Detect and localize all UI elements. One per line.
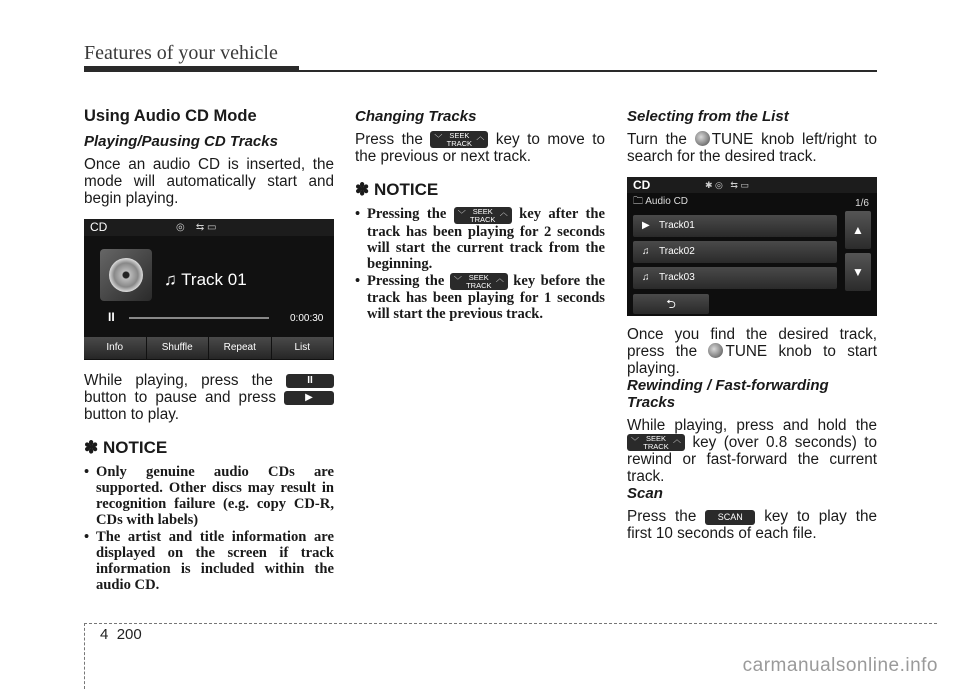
screen-page: 1/6 (855, 198, 869, 209)
tab-info: Info (84, 337, 147, 359)
list-item: ♫ Track03 (633, 267, 837, 289)
disc-icon (100, 249, 152, 301)
notice-list (84, 464, 334, 593)
screen-folder: Audio CD (645, 196, 689, 207)
scroll-up-icon: ▲ (845, 211, 871, 249)
play-key-icon: ▶ (284, 391, 334, 405)
tune-knob-icon (708, 343, 723, 358)
play-circle-icon: ▶ (642, 220, 650, 231)
music-note-icon: ♫ (642, 246, 650, 257)
cd-list-screen-image (627, 177, 877, 316)
screen-mode-label: CD (627, 177, 877, 193)
column-3 (627, 108, 877, 542)
paragraph-rewind: While playing, press and hold the ﹀ SEEK TRACK ︿ key (over 0.8 seconds) to rewind or fast-forward the current track. (627, 417, 877, 486)
section-heading: Using Audio CD Mode (84, 107, 257, 125)
notice-item: • The artist and title information are displayed on the screen if track information is included within the audio CD. (84, 529, 334, 593)
seek-track-key-icon: ﹀ SEEK TRACK ︿ (430, 131, 488, 148)
page-number: 4 200 (100, 626, 142, 643)
paragraph-changing: Press the ﹀ SEEK TRACK ︿ key to move to the previous or next track. (355, 131, 605, 166)
notice-list (355, 206, 605, 321)
header-title: Features of your vehicle (84, 42, 278, 64)
tab-list: List (272, 337, 335, 359)
tab-repeat: Repeat (209, 337, 272, 359)
notice-heading: ✽ NOTICE (355, 180, 439, 200)
scroll-down-icon: ▼ (845, 253, 871, 291)
paragraph-find-track: Once you find the desired track, press the TUNE knob to start playing. (627, 326, 878, 377)
paragraph-turn-knob: Turn the TUNE knob left/right to search for the desired track. (627, 131, 878, 165)
notice-heading: ✽ NOTICE (84, 438, 168, 457)
seek-track-key-icon: ﹀ SEEK TRACK ︿ (450, 273, 508, 290)
status-icons: ◎ ⇆ ▭ (176, 222, 217, 233)
notice-item: • Pressing the ﹀ SEEK TRACK ︿ key after the track has been playing for 2 seconds will start the current track from the beginning. (355, 206, 605, 271)
paragraph-insert: Once an audio CD is inserted, the mode will automatically start and begin playing. (84, 156, 334, 207)
back-icon: ⮌ (633, 294, 709, 314)
progress-bar (129, 317, 269, 319)
scan-key-icon: SCAN (705, 510, 755, 525)
subheading-playing-pausing: Playing/Pausing CD Tracks (84, 133, 278, 150)
pause-key-icon: II (286, 374, 334, 388)
subheading-selecting-list: Selecting from the List (627, 108, 789, 125)
screen-mode-label: CD (84, 219, 334, 236)
music-note-icon: ♫ (642, 272, 650, 283)
column-2 (355, 108, 605, 323)
status-icons: ✱ ◎ ⇆ ▭ (705, 180, 749, 190)
tune-knob-icon (695, 131, 710, 146)
notice-item: • Only genuine audio CDs are supported. Other discs may result in recognition failure (e.g. copy CD-R, CDs with labels) (84, 464, 334, 528)
column-1 (84, 108, 334, 594)
screen-time: 0:00:30 (290, 313, 324, 324)
header-rule (299, 70, 877, 72)
paragraph-pause-play: While playing, press the II button to pause and press ▶ button to play. (84, 372, 334, 423)
subheading-changing-tracks: Changing Tracks (355, 108, 477, 125)
list-item: ♫ Track02 (633, 241, 837, 263)
paragraph-scan: Press the SCAN key to play the first 10 seconds of each file. (627, 508, 878, 543)
watermark: carmanualsonline.info (742, 655, 938, 676)
notice-item: • Pressing the ﹀ SEEK TRACK ︿ key before the track has been playing for 1 seconds will start the previous track. (355, 273, 605, 322)
seek-track-key-icon: ﹀ SEEK TRACK ︿ (454, 207, 512, 224)
header-bar (84, 66, 299, 72)
footer-vline (84, 623, 85, 689)
seek-track-key-icon: ﹀ SEEK TRACK ︿ (627, 434, 685, 451)
subheading-rewind-ff: Rewinding / Fast-forwarding Tracks (627, 377, 829, 411)
cd-screen-image: CD ◎ ⇆ ▭ ♫ Track 01 II 0:00:30 Info Shuffle Repeat List (84, 219, 334, 360)
tab-shuffle: Shuffle (147, 337, 210, 359)
subheading-scan: Scan (627, 485, 663, 503)
footer-rule (84, 623, 937, 624)
folder-icon: 🗀 (633, 196, 643, 207)
list-item: ▶ Track01 (633, 215, 837, 237)
pause-icon: II (108, 310, 115, 324)
screen-tabs (84, 337, 334, 359)
screen-track-title: Track 01 (181, 270, 247, 289)
